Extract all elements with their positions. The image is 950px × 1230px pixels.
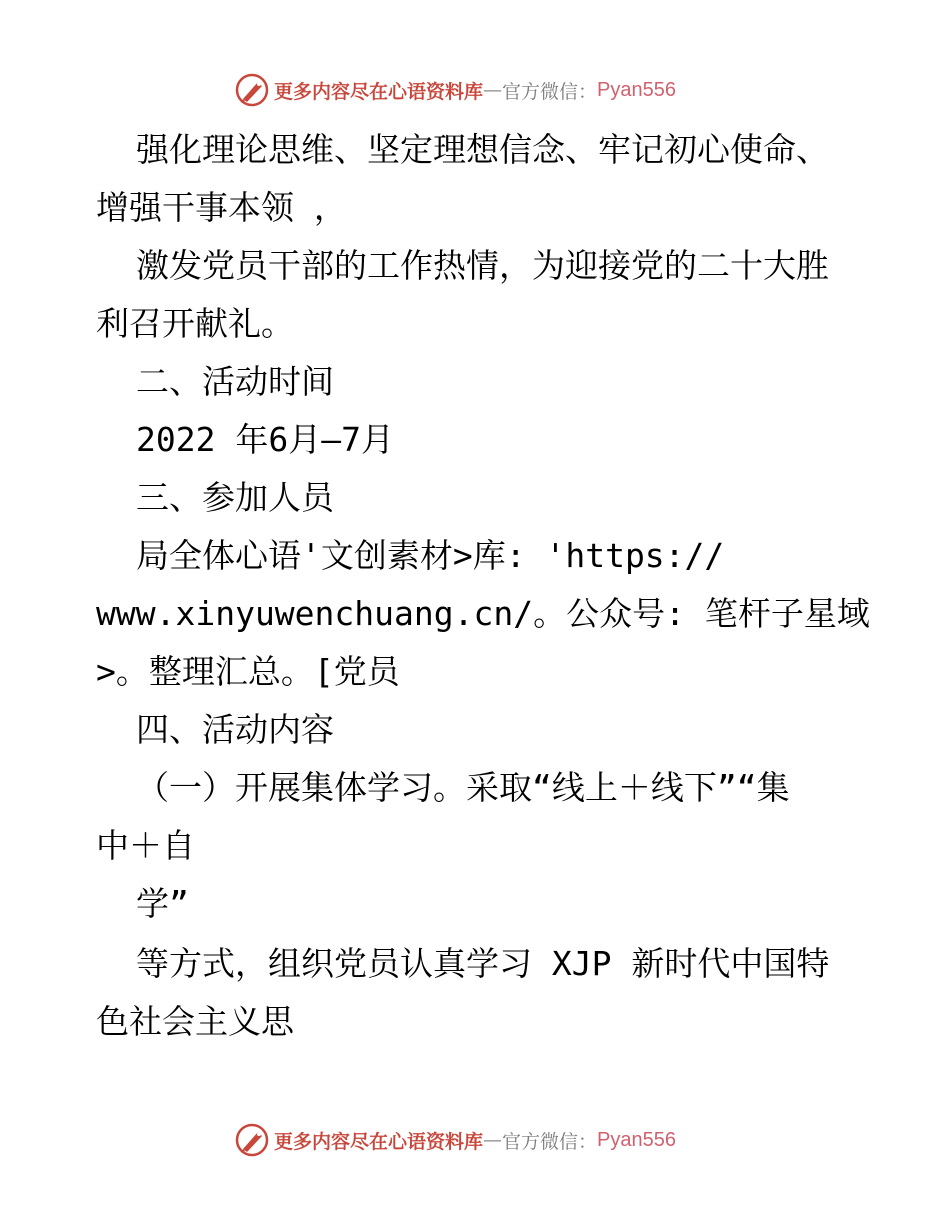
section-heading: 二、活动时间 — [136, 362, 334, 401]
watermark-wechat-label: 官方微信： — [502, 1130, 598, 1153]
text-line: 激发党员干部的工作热情，为迎接党的二十大胜 — [136, 246, 829, 285]
watermark-wechat-id: Pyan556 — [597, 1128, 676, 1151]
pen-logo-icon — [234, 72, 270, 108]
header-watermark — [234, 72, 676, 108]
watermark-dash: — — [483, 1129, 503, 1151]
text-line: >。整理汇总。[党员 — [96, 652, 400, 691]
text-line: （一）开展集体学习。采取“线上＋线下”“集 — [136, 768, 790, 807]
text-line: 学” — [136, 884, 189, 923]
pen-logo-icon — [234, 1122, 270, 1158]
text-line: 利召开献礼。 — [96, 304, 294, 343]
section-heading: 三、参加人员 — [136, 478, 334, 517]
footer-watermark — [234, 1122, 676, 1158]
text-line: www.xinyuwenchuang.cn/。公众号: 笔杆子星域 — [96, 594, 870, 633]
text-line: 增强干事本领 ， — [96, 188, 347, 227]
section-heading: 四、活动内容 — [136, 710, 334, 749]
watermark-site-text: 更多内容尽在心语资料库 — [274, 1130, 484, 1153]
text-line: 中＋自 — [96, 826, 195, 865]
text-line: 强化理论思维、坚定理想信念、牢记初心使命、 — [136, 130, 829, 169]
watermark-wechat-id: Pyan556 — [597, 78, 676, 101]
text-line: 等方式，组织党员认真学习 XJP 新时代中国特 — [136, 944, 830, 983]
text-line: 2022 年6月—7月 — [136, 420, 394, 459]
text-line: 色社会主义思 — [96, 1002, 294, 1041]
watermark-wechat-label: 官方微信： — [502, 80, 598, 103]
text-line: 局全体心语'文创素材>库: 'https:// — [136, 536, 725, 575]
watermark-site-text: 更多内容尽在心语资料库 — [274, 80, 484, 103]
watermark-dash: — — [483, 79, 503, 101]
